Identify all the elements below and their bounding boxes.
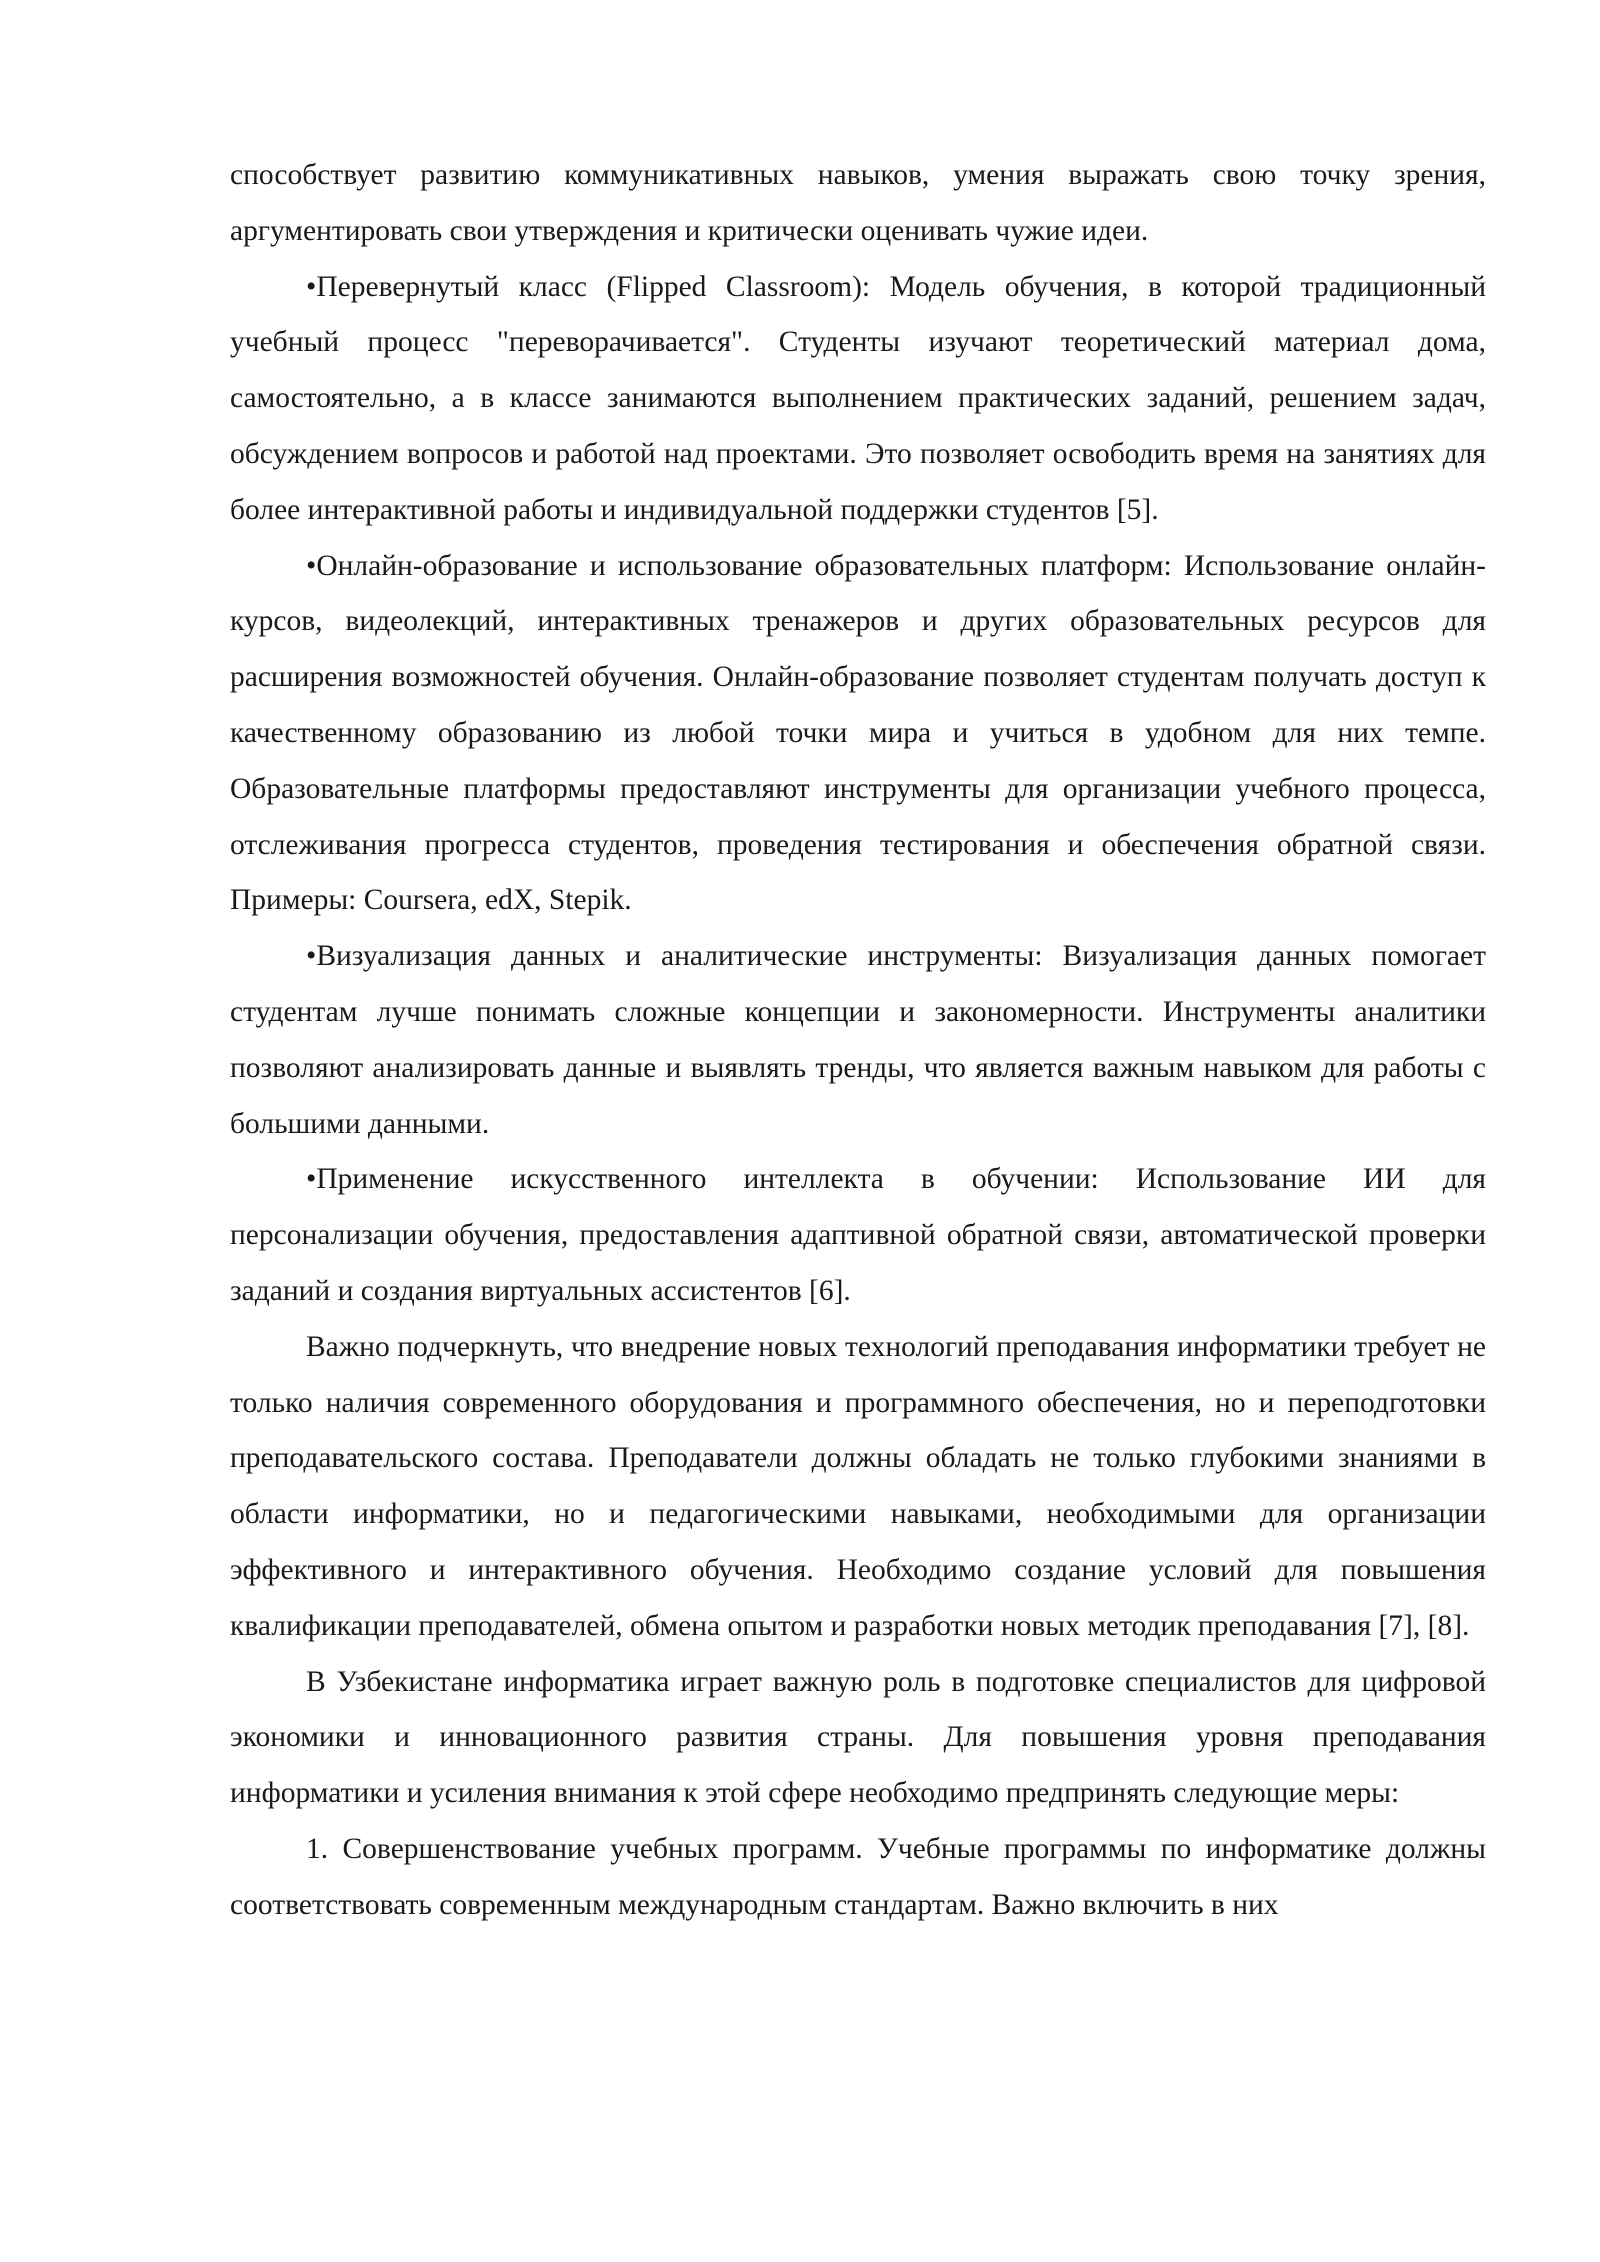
bullet-text: Применение искусственного интеллекта в обучении: Использование ИИ для персонализации обучения, предоставления адаптивной обратной связи, автоматической проверки заданий и создания виртуальных ассистентов [6].: [230, 1163, 1486, 1307]
bullet-text: Перевернутый класс (Flipped Classroom): Модель обучения, в которой традиционный учебный процесс "переворачивается". Студенты изучают теоретический материал дома, самостоятельно, а в классе занимаются выполнением практических заданий, решением задач, обсуждением вопросов и работой над проектами. Это позволяет освободить время на занятиях для более интерактивной работы и индивидуальной поддержки студентов [5].: [230, 270, 1486, 526]
paragraph-uzbekistan: В Узбекистане информатика играет важную роль в подготовке специалистов для цифровой экономики и инновационного развития страны. Для повышения уровня преподавания информатики и усиления внимания к этой сфере необходимо предпринять следующие меры:: [230, 1665, 1486, 1810]
bullet-icon: •: [306, 549, 317, 582]
bullet-icon: •: [306, 1163, 317, 1196]
bullet-icon: •: [306, 270, 317, 303]
bullet-item-flipped-classroom: [230, 260, 1486, 539]
paragraph-teacher-training: Важно подчеркнуть, что внедрение новых технологий преподавания информатики требует не только наличия современного оборудования и программного обеспечения, но и переподготовки преподавательского состава. Преподаватели должны обладать не только глубокими знаниями в области информатики, но и педагогическими навыками, необходимыми для организации эффективного и интерактивного обучения. Необходимо создание условий для повышения квалификации преподавателей, обмена опытом и разработки новых методик преподавания [7], [8].: [230, 1330, 1486, 1642]
bullet-icon: •: [306, 940, 317, 973]
bullet-item-online-education: [230, 539, 1486, 930]
document-page: [230, 148, 1486, 1934]
bullet-item-artificial-intelligence: [230, 1152, 1486, 1319]
numbered-item-curriculum: 1. Совершенствование учебных программ. Учебные программы по информатике должны соответствовать современным международным стандартам. Важно включить в них: [230, 1832, 1486, 1921]
bullet-item-data-visualization: [230, 929, 1486, 1152]
paragraph-continuation: способствует развитию коммуникативных навыков, умения выражать свою точку зрения, аргументировать свои утверждения и критически оценивать чужие идеи.: [230, 159, 1486, 247]
bullet-text: Визуализация данных и аналитические инструменты: Визуализация данных помогает студентам лучше понимать сложные концепции и закономерности. Инструменты аналитики позволяют анализировать данные и выявлять тренды, что является важным навыком для работы с большими данными.: [230, 940, 1486, 1140]
bullet-text: Онлайн-образование и использование образовательных платформ: Использование онлайн-курсов, видеолекций, интерактивных тренажеров и других образовательных ресурсов для расширения возможностей обучения. Онлайн-образование позволяет студентам получать доступ к качественному образованию из любой точки мира и учиться в удобном для них темпе. Образовательные платформы предоставляют инструменты для организации учебного процесса, отслеживания прогресса студентов, проведения тестирования и обеспечения обратной связи. Примеры: Coursera, edX, Stepik.: [230, 549, 1486, 917]
